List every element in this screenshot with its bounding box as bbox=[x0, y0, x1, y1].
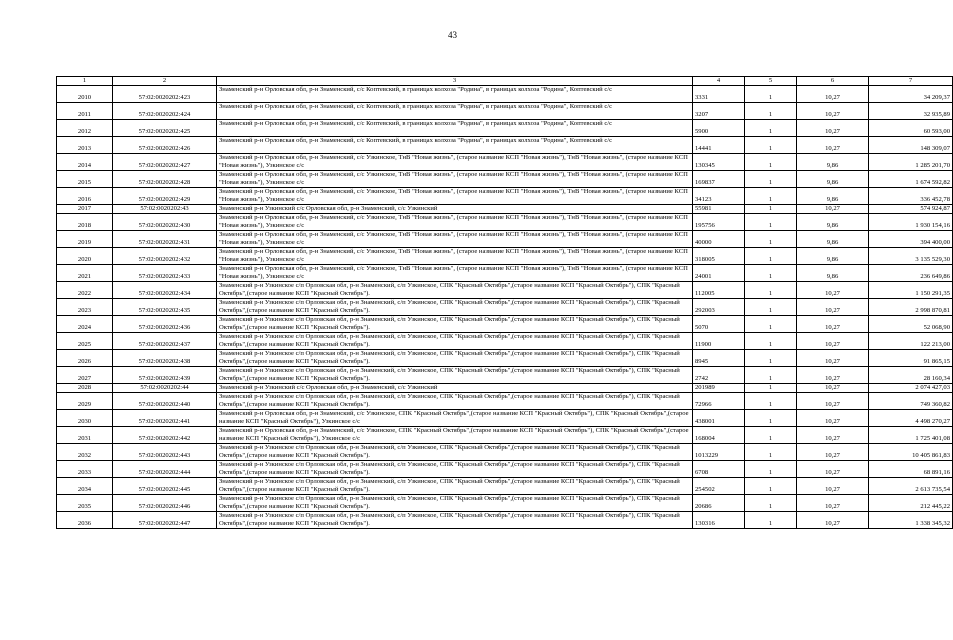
row-number: 2023 bbox=[57, 299, 113, 316]
row-number: 2015 bbox=[57, 171, 113, 188]
location-description: Знаменский р-н Орловская обл, р-н Знаменский, с/с Узкинское, ТнВ "Новая жизнь", (старое название КСП "Новая жизнь"), ТнВ "Новая жизнь", (старое название КСП "Новая жизнь"), Узкинское с/с bbox=[217, 265, 693, 282]
cadastral-number: 57:02:0020202:423 bbox=[113, 86, 217, 103]
coefficient-value: 1 bbox=[745, 350, 797, 367]
table-row bbox=[57, 384, 953, 393]
table-row bbox=[57, 214, 953, 231]
coefficient-value: 1 bbox=[745, 137, 797, 154]
cadastral-value: 1 338 345,32 bbox=[869, 512, 953, 529]
rate-value: 10,27 bbox=[797, 384, 869, 393]
rate-value: 10,27 bbox=[797, 427, 869, 444]
location-description: Знаменский р-н Узкинское с/п Орловская обл, р-н Знаменский, с/п Узкинское, СПК "Красный Октябрь",(старое название КСП "Красный Октябрь"), СПК "Красный Октябрь",(старое название КСП "Красный Октябрь"). bbox=[217, 495, 693, 512]
rate-value: 10,27 bbox=[797, 444, 869, 461]
table-row bbox=[57, 137, 953, 154]
table-row bbox=[57, 427, 953, 444]
cadastral-value: 336 452,78 bbox=[869, 188, 953, 205]
coefficient-value: 1 bbox=[745, 333, 797, 350]
coefficient-value: 1 bbox=[745, 512, 797, 529]
coefficient-value: 1 bbox=[745, 86, 797, 103]
area-value: 3207 bbox=[693, 103, 745, 120]
cadastral-value: 10 405 861,83 bbox=[869, 444, 953, 461]
area-value: 318005 bbox=[693, 248, 745, 265]
cadastral-number: 57:02:0020202:441 bbox=[113, 410, 217, 427]
rate-value: 9,86 bbox=[797, 231, 869, 248]
location-description: Знаменский р-н Орловская обл, р-н Знаменский, с/с Узкинское, ТнВ "Новая жизнь", (старое название КСП "Новая жизнь"), ТнВ "Новая жизнь", (старое название КСП "Новая жизнь"), Узкинское с/с bbox=[217, 231, 693, 248]
column-header: 6 bbox=[797, 77, 869, 86]
rate-value: 10,27 bbox=[797, 333, 869, 350]
row-number: 2018 bbox=[57, 214, 113, 231]
area-value: 292003 bbox=[693, 299, 745, 316]
location-description: Знаменский р-н Узкинское с/п Орловская обл, р-н Знаменский, с/п Узкинское, СПК "Красный Октябрь",(старое название КСП "Красный Октябрь"), СПК "Красный Октябрь",(старое название КСП "Красный Октябрь"). bbox=[217, 282, 693, 299]
area-value: 72966 bbox=[693, 393, 745, 410]
area-value: 130345 bbox=[693, 154, 745, 171]
location-description: Знаменский р-н Орловская обл, р-н Знаменский, с/с Коптевский, в границах колхоза "Родина", в границах колхоза "Родина", Коптевский с/с bbox=[217, 103, 693, 120]
location-description: Знаменский р-н Узкинское с/п Орловская обл, р-н Знаменский, с/п Узкинское, СПК "Красный Октябрь",(старое название КСП "Красный Октябрь"), СПК "Красный Октябрь",(старое название КСП "Красный Октябрь"). bbox=[217, 461, 693, 478]
table-row bbox=[57, 231, 953, 248]
rate-value: 10,27 bbox=[797, 461, 869, 478]
cadastral-number: 57:02:0020202:440 bbox=[113, 393, 217, 410]
area-value: 55981 bbox=[693, 205, 745, 214]
coefficient-value: 1 bbox=[745, 103, 797, 120]
row-number: 2014 bbox=[57, 154, 113, 171]
row-number: 2031 bbox=[57, 427, 113, 444]
cadastral-number: 57:02:0020202:429 bbox=[113, 188, 217, 205]
row-number: 2019 bbox=[57, 231, 113, 248]
header-row bbox=[57, 77, 953, 86]
cadastral-value: 1 150 291,35 bbox=[869, 282, 953, 299]
coefficient-value: 1 bbox=[745, 316, 797, 333]
table-row bbox=[57, 282, 953, 299]
row-number: 2026 bbox=[57, 350, 113, 367]
row-number: 2012 bbox=[57, 120, 113, 137]
location-description: Знаменский р-н Орловская обл, р-н Знаменский, с/с Узкинское, ТнВ "Новая жизнь", (старое название КСП "Новая жизнь"), ТнВ "Новая жизнь", (старое название КСП "Новая жизнь"), Узкинское с/с bbox=[217, 188, 693, 205]
row-number: 2017 bbox=[57, 205, 113, 214]
rate-value: 10,27 bbox=[797, 367, 869, 384]
area-value: 40000 bbox=[693, 231, 745, 248]
location-description: Знаменский р-н Узкинское с/п Орловская обл, р-н Знаменский, с/п Узкинское, СПК "Красный Октябрь",(старое название КСП "Красный Октябрь"), СПК "Красный Октябрь",(старое название КСП "Красный Октябрь"). bbox=[217, 444, 693, 461]
cadastral-number: 57:02:0020202:428 bbox=[113, 171, 217, 188]
area-value: 130316 bbox=[693, 512, 745, 529]
page-number: 43 bbox=[448, 30, 457, 40]
column-header: 2 bbox=[113, 77, 217, 86]
location-description: Знаменский р-н Узкинское с/п Орловская обл, р-н Знаменский, с/п Узкинское, СПК "Красный Октябрь",(старое название КСП "Красный Октябрь"), СПК "Красный Октябрь",(старое название КСП "Красный Октябрь"). bbox=[217, 393, 693, 410]
rate-value: 9,86 bbox=[797, 248, 869, 265]
row-number: 2030 bbox=[57, 410, 113, 427]
cadastral-number: 57:02:0020202:439 bbox=[113, 367, 217, 384]
row-number: 2028 bbox=[57, 384, 113, 393]
row-number: 2032 bbox=[57, 444, 113, 461]
row-number: 2025 bbox=[57, 333, 113, 350]
cadastral-number: 57:02:0020202:424 bbox=[113, 103, 217, 120]
coefficient-value: 1 bbox=[745, 427, 797, 444]
area-value: 34123 bbox=[693, 188, 745, 205]
row-number: 2029 bbox=[57, 393, 113, 410]
location-description: Знаменский р-н Орловская обл, р-н Знаменский, с/с Узкинское, СПК "Красный Октябрь",(старое название КСП "Красный Октябрь"), СПК "Красный Октябрь",(старое название КСП "Красный Октябрь"), Узкинское с/с bbox=[217, 427, 693, 444]
table-row bbox=[57, 171, 953, 188]
area-value: 195756 bbox=[693, 214, 745, 231]
coefficient-value: 1 bbox=[745, 205, 797, 214]
table-row bbox=[57, 103, 953, 120]
table-row bbox=[57, 316, 953, 333]
rate-value: 10,27 bbox=[797, 103, 869, 120]
coefficient-value: 1 bbox=[745, 495, 797, 512]
coefficient-value: 1 bbox=[745, 265, 797, 282]
cadastral-value: 749 360,82 bbox=[869, 393, 953, 410]
table-row bbox=[57, 154, 953, 171]
cadastral-value: 236 649,86 bbox=[869, 265, 953, 282]
area-value: 2742 bbox=[693, 367, 745, 384]
table-body bbox=[57, 86, 953, 529]
cadastral-value: 3 135 529,30 bbox=[869, 248, 953, 265]
cadastral-value: 32 935,89 bbox=[869, 103, 953, 120]
cadastral-value: 2 613 735,54 bbox=[869, 478, 953, 495]
row-number: 2013 bbox=[57, 137, 113, 154]
rate-value: 10,27 bbox=[797, 86, 869, 103]
rate-value: 9,86 bbox=[797, 188, 869, 205]
rate-value: 9,86 bbox=[797, 171, 869, 188]
cadastral-value: 212 445,22 bbox=[869, 495, 953, 512]
cadastral-number: 57:02:0020202:431 bbox=[113, 231, 217, 248]
column-header: 1 bbox=[57, 77, 113, 86]
location-description: Знаменский р-н Узкинское с/п Орловская обл, р-н Знаменский, с/п Узкинское, СПК "Красный Октябрь",(старое название КСП "Красный Октябрь"), СПК "Красный Октябрь",(старое название КСП "Красный Октябрь"). bbox=[217, 333, 693, 350]
rate-value: 9,86 bbox=[797, 154, 869, 171]
table-row bbox=[57, 512, 953, 529]
cadastral-value: 52 068,90 bbox=[869, 316, 953, 333]
rate-value: 10,27 bbox=[797, 495, 869, 512]
cadastral-number: 57:02:0020202:426 bbox=[113, 137, 217, 154]
rate-value: 10,27 bbox=[797, 410, 869, 427]
rate-value: 10,27 bbox=[797, 137, 869, 154]
area-value: 254502 bbox=[693, 478, 745, 495]
cadastral-number: 57:02:0020202:446 bbox=[113, 495, 217, 512]
cadastral-value: 1 725 401,08 bbox=[869, 427, 953, 444]
cadastral-value: 1 674 592,82 bbox=[869, 171, 953, 188]
table-row bbox=[57, 333, 953, 350]
coefficient-value: 1 bbox=[745, 171, 797, 188]
rate-value: 10,27 bbox=[797, 282, 869, 299]
area-value: 5070 bbox=[693, 316, 745, 333]
cadastral-value: 1 285 201,70 bbox=[869, 154, 953, 171]
cadastral-number: 57:02:0020202:434 bbox=[113, 282, 217, 299]
rate-value: 10,27 bbox=[797, 350, 869, 367]
area-value: 11900 bbox=[693, 333, 745, 350]
cadastral-value: 68 891,16 bbox=[869, 461, 953, 478]
coefficient-value: 1 bbox=[745, 478, 797, 495]
cadastral-number: 57:02:0020202:447 bbox=[113, 512, 217, 529]
rate-value: 10,27 bbox=[797, 120, 869, 137]
row-number: 2027 bbox=[57, 367, 113, 384]
cadastral-number: 57:02:0020202:437 bbox=[113, 333, 217, 350]
cadastral-number: 57:02:0020202:435 bbox=[113, 299, 217, 316]
coefficient-value: 1 bbox=[745, 367, 797, 384]
area-value: 20686 bbox=[693, 495, 745, 512]
area-value: 5900 bbox=[693, 120, 745, 137]
coefficient-value: 1 bbox=[745, 154, 797, 171]
table-row bbox=[57, 120, 953, 137]
cadastral-value: 574 924,87 bbox=[869, 205, 953, 214]
table-row bbox=[57, 461, 953, 478]
cadastral-number: 57:02:0020202:44 bbox=[113, 384, 217, 393]
table-row bbox=[57, 478, 953, 495]
table-row bbox=[57, 367, 953, 384]
column-header: 5 bbox=[745, 77, 797, 86]
coefficient-value: 1 bbox=[745, 299, 797, 316]
area-value: 201989 bbox=[693, 384, 745, 393]
table-row bbox=[57, 188, 953, 205]
row-number: 2020 bbox=[57, 248, 113, 265]
cadastral-value: 122 213,00 bbox=[869, 333, 953, 350]
rate-value: 10,27 bbox=[797, 393, 869, 410]
row-number: 2021 bbox=[57, 265, 113, 282]
cadastral-number: 57:02:0020202:433 bbox=[113, 265, 217, 282]
column-header: 7 bbox=[869, 77, 953, 86]
area-value: 112005 bbox=[693, 282, 745, 299]
location-description: Знаменский р-н Орловская обл, р-н Знаменский, с/с Узкинское, ТнВ "Новая жизнь", (старое название КСП "Новая жизнь"), ТнВ "Новая жизнь", (старое название КСП "Новая жизнь"), Узкинское с/с bbox=[217, 154, 693, 171]
table-row bbox=[57, 205, 953, 214]
rate-value: 10,27 bbox=[797, 478, 869, 495]
coefficient-value: 1 bbox=[745, 444, 797, 461]
rate-value: 10,27 bbox=[797, 299, 869, 316]
row-number: 2016 bbox=[57, 188, 113, 205]
cadastral-value: 34 209,37 bbox=[869, 86, 953, 103]
cadastral-value: 1 930 154,16 bbox=[869, 214, 953, 231]
row-number: 2036 bbox=[57, 512, 113, 529]
rate-value: 10,27 bbox=[797, 316, 869, 333]
column-header: 3 bbox=[217, 77, 693, 86]
location-description: Знаменский р-н Орловская обл, р-н Знаменский, с/с Узкинское, СПК "Красный Октябрь",(старое название КСП "Красный Октябрь"), СПК "Красный Октябрь",(старое название КСП "Красный Октябрь"), Узкинское с/с bbox=[217, 410, 693, 427]
cadastral-value: 394 400,00 bbox=[869, 231, 953, 248]
coefficient-value: 1 bbox=[745, 393, 797, 410]
location-description: Знаменский р-н Узкинское с/п Орловская обл, р-н Знаменский, с/п Узкинское, СПК "Красный Октябрь",(старое название КСП "Красный Октябрь"), СПК "Красный Октябрь",(старое название КСП "Красный Октябрь"). bbox=[217, 350, 693, 367]
cadastral-value: 4 498 270,27 bbox=[869, 410, 953, 427]
cadastral-value: 60 593,00 bbox=[869, 120, 953, 137]
cadastral-number: 57:02:0020202:436 bbox=[113, 316, 217, 333]
rate-value: 9,86 bbox=[797, 214, 869, 231]
coefficient-value: 1 bbox=[745, 231, 797, 248]
area-value: 3331 bbox=[693, 86, 745, 103]
cadastral-value: 28 160,34 bbox=[869, 367, 953, 384]
row-number: 2022 bbox=[57, 282, 113, 299]
location-description: Знаменский р-н Узкинское с/п Орловская обл, р-н Знаменский, с/п Узкинское, СПК "Красный Октябрь",(старое название КСП "Красный Октябрь"), СПК "Красный Октябрь",(старое название КСП "Красный Октябрь"). bbox=[217, 367, 693, 384]
location-description: Знаменский р-н Узкинский с/с Орловская обл, р-н Знаменский, с/с Узкинский bbox=[217, 384, 693, 393]
table-row bbox=[57, 350, 953, 367]
table-row bbox=[57, 410, 953, 427]
cadastral-number: 57:02:0020202:432 bbox=[113, 248, 217, 265]
area-value: 14441 bbox=[693, 137, 745, 154]
cadastral-number: 57:02:0020202:442 bbox=[113, 427, 217, 444]
coefficient-value: 1 bbox=[745, 120, 797, 137]
table-row bbox=[57, 299, 953, 316]
column-header: 4 bbox=[693, 77, 745, 86]
cadastral-value: 91 865,15 bbox=[869, 350, 953, 367]
location-description: Знаменский р-н Узкинское с/п Орловская обл, р-н Знаменский, с/п Узкинское, СПК "Красный Октябрь",(старое название КСП "Красный Октябрь"), СПК "Красный Октябрь",(старое название КСП "Красный Октябрь"). bbox=[217, 299, 693, 316]
area-value: 168004 bbox=[693, 427, 745, 444]
table-row bbox=[57, 265, 953, 282]
cadastral-value: 2 074 427,03 bbox=[869, 384, 953, 393]
location-description: Знаменский р-н Узкинское с/п Орловская обл, р-н Знаменский, с/п Узкинское, СПК "Красный Октябрь",(старое название КСП "Красный Октябрь"), СПК "Красный Октябрь",(старое название КСП "Красный Октябрь"). bbox=[217, 316, 693, 333]
cadastral-number: 57:02:0020202:430 bbox=[113, 214, 217, 231]
coefficient-value: 1 bbox=[745, 214, 797, 231]
coefficient-value: 1 bbox=[745, 461, 797, 478]
coefficient-value: 1 bbox=[745, 188, 797, 205]
row-number: 2010 bbox=[57, 86, 113, 103]
location-description: Знаменский р-н Орловская обл, р-н Знаменский, с/с Узкинское, ТнВ "Новая жизнь", (старое название КСП "Новая жизнь"), ТнВ "Новая жизнь", (старое название КСП "Новая жизнь"), Узкинское с/с bbox=[217, 171, 693, 188]
cadastral-number: 57:02:0020202:445 bbox=[113, 478, 217, 495]
location-description: Знаменский р-н Орловская обл, р-н Знаменский, с/с Коптевский, в границах колхоза "Родина", в границах колхоза "Родина", Коптевский с/с bbox=[217, 86, 693, 103]
rate-value: 10,27 bbox=[797, 512, 869, 529]
table-row bbox=[57, 86, 953, 103]
cadastral-number: 57:02:0020202:43 bbox=[113, 205, 217, 214]
row-number: 2034 bbox=[57, 478, 113, 495]
location-description: Знаменский р-н Орловская обл, р-н Знаменский, с/с Узкинское, ТнВ "Новая жизнь", (старое название КСП "Новая жизнь"), ТнВ "Новая жизнь", (старое название КСП "Новая жизнь"), Узкинское с/с bbox=[217, 248, 693, 265]
area-value: 438001 bbox=[693, 410, 745, 427]
cadastral-number: 57:02:0020202:438 bbox=[113, 350, 217, 367]
area-value: 8945 bbox=[693, 350, 745, 367]
coefficient-value: 1 bbox=[745, 384, 797, 393]
rate-value: 9,86 bbox=[797, 265, 869, 282]
location-description: Знаменский р-н Орловская обл, р-н Знаменский, с/с Коптевский, в границах колхоза "Родина", в границах колхоза "Родина", Коптевский с/с bbox=[217, 137, 693, 154]
area-value: 6708 bbox=[693, 461, 745, 478]
row-number: 2033 bbox=[57, 461, 113, 478]
area-value: 24001 bbox=[693, 265, 745, 282]
table-row bbox=[57, 495, 953, 512]
coefficient-value: 1 bbox=[745, 410, 797, 427]
location-description: Знаменский р-н Узкинское с/п Орловская обл, р-н Знаменский, с/п Узкинское, СПК "Красный Октябрь",(старое название КСП "Красный Октябрь"), СПК "Красный Октябрь",(старое название КСП "Красный Октябрь"). bbox=[217, 478, 693, 495]
location-description: Знаменский р-н Узкинский с/с Орловская обл, р-н Знаменский, с/с Узкинский bbox=[217, 205, 693, 214]
cadastral-number: 57:02:0020202:443 bbox=[113, 444, 217, 461]
area-value: 169837 bbox=[693, 171, 745, 188]
cadastral-number: 57:02:0020202:444 bbox=[113, 461, 217, 478]
location-description: Знаменский р-н Орловская обл, р-н Знаменский, с/с Узкинское, ТнВ "Новая жизнь", (старое название КСП "Новая жизнь"), ТнВ "Новая жизнь", (старое название КСП "Новая жизнь"), Узкинское с/с bbox=[217, 214, 693, 231]
coefficient-value: 1 bbox=[745, 248, 797, 265]
table-row bbox=[57, 393, 953, 410]
coefficient-value: 1 bbox=[745, 282, 797, 299]
cadastral-number: 57:02:0020202:427 bbox=[113, 154, 217, 171]
location-description: Знаменский р-н Узкинское с/п Орловская обл, р-н Знаменский, с/п Узкинское, СПК "Красный Октябрь",(старое название КСП "Красный Октябрь"), СПК "Красный Октябрь",(старое название КСП "Красный Октябрь"). bbox=[217, 512, 693, 529]
table-row bbox=[57, 444, 953, 461]
cadastral-number: 57:02:0020202:425 bbox=[113, 120, 217, 137]
row-number: 2024 bbox=[57, 316, 113, 333]
cadastral-value: 2 998 870,81 bbox=[869, 299, 953, 316]
area-value: 1013229 bbox=[693, 444, 745, 461]
parcels-table bbox=[56, 76, 953, 529]
row-number: 2011 bbox=[57, 103, 113, 120]
row-number: 2035 bbox=[57, 495, 113, 512]
table-row bbox=[57, 248, 953, 265]
rate-value: 10,27 bbox=[797, 205, 869, 214]
cadastral-value: 148 309,07 bbox=[869, 137, 953, 154]
location-description: Знаменский р-н Орловская обл, р-н Знаменский, с/с Коптевский, в границах колхоза "Родина", в границах колхоза "Родина", Коптевский с/с bbox=[217, 120, 693, 137]
